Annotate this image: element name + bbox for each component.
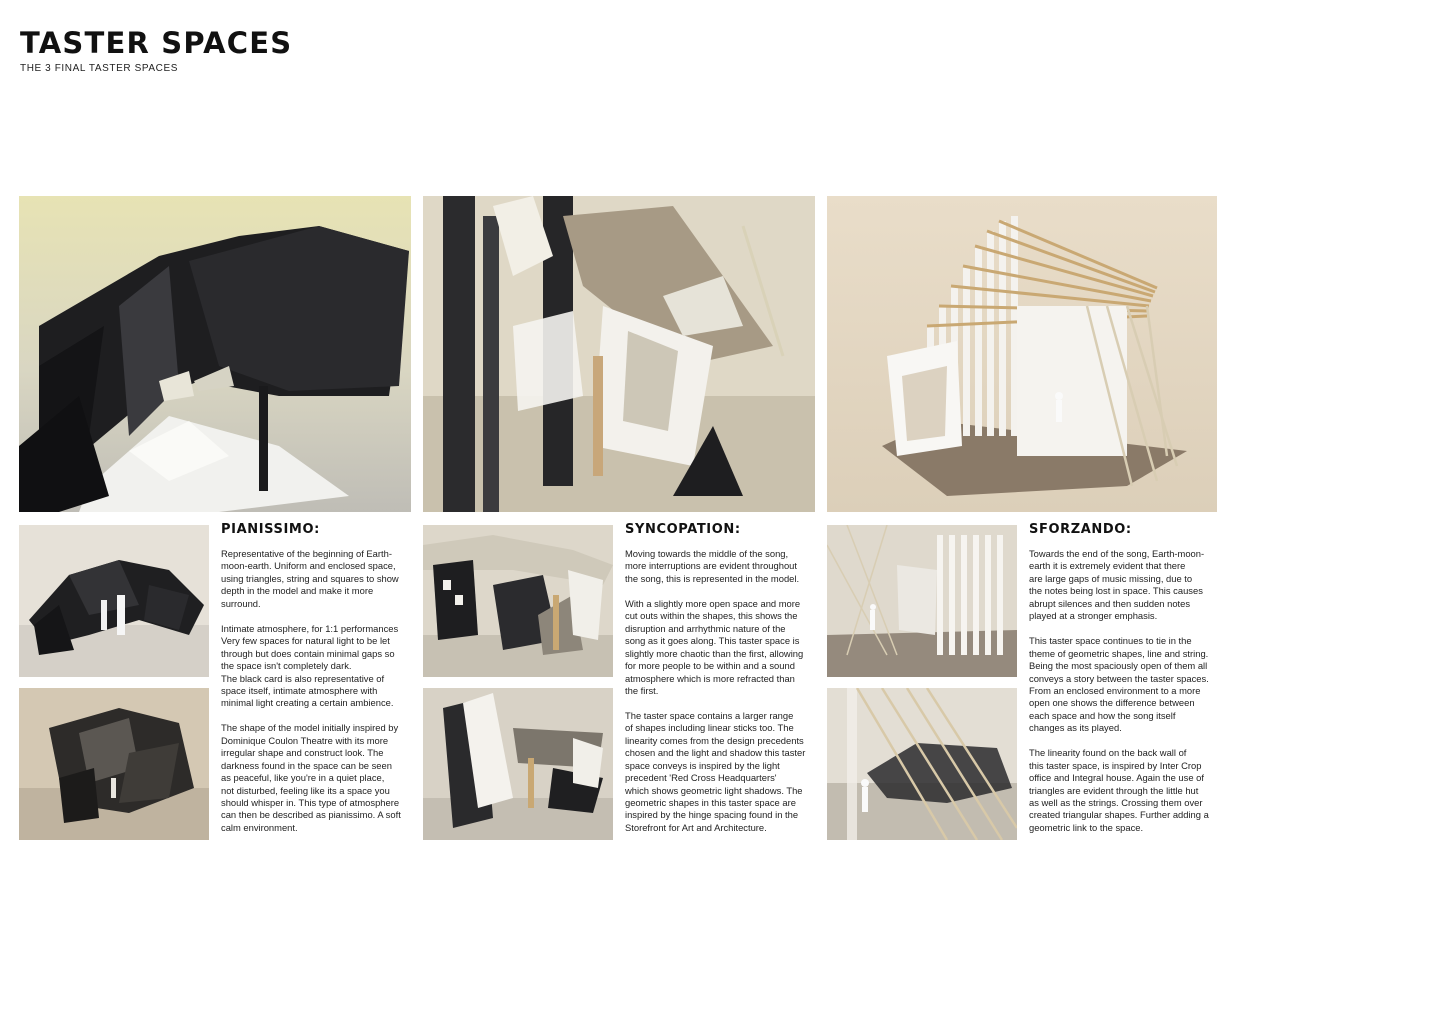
sforzando-paragraph-1: Towards the end of the song, Earth-moon- earth it is extremely evident that there are large gaps of music missing, due to the notes being lost in space. This causes abrupt silences and then sudden notes played at a stronger emphasis. — [1029, 548, 1205, 622]
syncopation-hero-photo — [423, 196, 815, 512]
syncopation-paragraph-2: With a slightly more open space and more cut outs within the shapes, this shows the disruption and arrhythmic nature of the song as it goes along. This taster space is slightly more chaotic than the first, allowing for more people to be within and a sound atmosphere which is more refracted than the first. — [625, 597, 804, 696]
syncopation-thumb-1 — [423, 525, 613, 677]
sforzando-paragraph-3: The linearity found on the back wall of this taster space, is inspired by Inter Crop office and Integral house. Again the use of triangles are evident through the little hut as well as the strings. Crossing them over created triangular shapes. Further adding a geometric link to the space. — [1029, 747, 1209, 833]
pianissimo-paragraph-1: Representative of the beginning of Earth- moon-earth. Uniform and enclosed space, using triangles, string and squares to show depth in the model and make it more surround. — [221, 548, 399, 609]
syncopation-paragraph-1: Moving towards the middle of the song, more interruptions are evident throughout the song, this is represented in the model. — [625, 548, 800, 584]
sforzando-heading: SFORZANDO: — [1029, 522, 1132, 537]
sforzando-thumb-1 — [827, 525, 1017, 677]
page-subtitle: THE 3 FINAL TASTER SPACES — [20, 63, 178, 74]
sforzando-thumb-2 — [827, 688, 1017, 840]
pianissimo-description — [221, 548, 413, 847]
pianissimo-heading: PIANISSIMO: — [221, 522, 320, 537]
pianissimo-thumb-2 — [19, 688, 209, 840]
sforzando-description — [1029, 548, 1221, 847]
syncopation-paragraph-3: The taster space contains a larger range of shapes including linear sticks too. The linearity comes from the design precedents chosen and the light and shadow this taster space conveys is inspired by the light precedent 'Red Cross Headquarters' which shows geometric light shadows. The geometric shapes in this taster space are inspired by the hinge spacing found in the Storefront for Art and Architecture. — [625, 709, 806, 833]
page-title: TASTER SPACES — [20, 26, 293, 60]
sforzando-hero-photo — [827, 196, 1217, 512]
pianissimo-paragraph-2: Intimate atmosphere, for 1:1 performances Very few spaces for natural light to be let through but does contain minimal gaps so the space isn't completely dark. The black card is also representative of space itself, intimate atmosphere with minimal light creating a certain ambience. — [221, 622, 399, 709]
syncopation-thumb-2 — [423, 688, 613, 840]
sforzando-paragraph-2: This taster space continues to tie in the theme of geometric shapes, line and string. Being the most spaciously open of them all conveys a story between the taster spaces. From an enclosed environment to a more open one shows the difference between each space and how the song itself changes as its played. — [1029, 635, 1209, 734]
syncopation-description — [625, 548, 817, 847]
pianissimo-hero-photo — [19, 196, 411, 512]
pianissimo-paragraph-3: The shape of the model initially inspired by Dominique Coulon Theatre with its more irregular shape and construct look. The darkness found in the space can be seen as peaceful, like you're in a quiet place, not disturbed, feeling like its a space you should whisper in. This type of atmosphere can then be described as pianissimo. A soft calm environment. — [221, 722, 401, 833]
syncopation-heading: SYNCOPATION: — [625, 522, 741, 537]
pianissimo-thumb-1 — [19, 525, 209, 677]
